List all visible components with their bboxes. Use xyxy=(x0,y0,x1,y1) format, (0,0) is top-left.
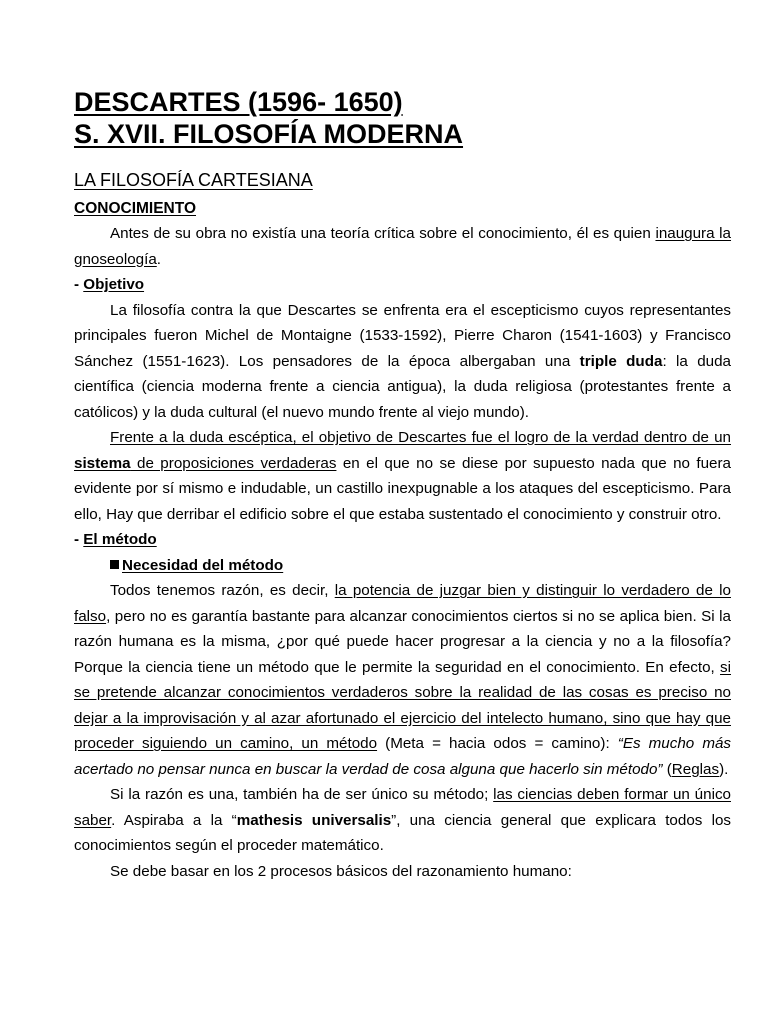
title-line-1: DESCARTES (1596- 1650) xyxy=(74,87,403,117)
necesidad-label: Necesidad del método xyxy=(122,556,284,574)
section-heading: LA FILOSOFÍA CARTESIANA xyxy=(74,170,313,190)
document-title xyxy=(74,86,731,150)
subsection-heading: CONOCIMIENTO xyxy=(74,200,196,217)
metodo-heading xyxy=(74,527,731,553)
paragraph-4-text-b: , pero no es garantía bastante para alcanzar conocimientos ciertos si no se aplica bien. Si la razón humana es la misma, ¿por qué puede hacer progresar a la ciencia y no a la filosofía? Porque la ciencia tiene un método que le permite la seguridad en el conocimiento. En efecto, xyxy=(74,607,731,676)
square-bullet-icon xyxy=(110,560,119,569)
paragraph-5-bold: mathesis universalis xyxy=(236,811,392,829)
paragraph-5-text-a: Si la razón es una, también ha de ser único su método; xyxy=(110,786,494,803)
paragraph-1-underline: inaugura la gnoseología xyxy=(74,225,732,268)
objetivo-heading xyxy=(74,272,731,298)
paragraph-5 xyxy=(74,782,731,859)
title-line-2: S. XVII. FILOSOFÍA MODERNA xyxy=(74,119,464,149)
paragraph-3 xyxy=(74,425,731,527)
paragraph-5-underline: las ciencias deben formar un único saber xyxy=(74,786,731,829)
document-content xyxy=(74,86,731,884)
paragraph-4 xyxy=(74,578,731,782)
paragraph-1-text-a: Antes de su obra no existía una teoría crítica sobre el conocimiento, él es quien xyxy=(110,225,656,242)
paragraph-5-text-b: . Aspiraba a la “ xyxy=(111,811,237,829)
objetivo-label: Objetivo xyxy=(83,276,145,293)
metodo-label: El método xyxy=(83,531,157,548)
paragraph-4-text-c: (Meta = hacia odos = camino): xyxy=(377,735,618,752)
paragraph-3-text-c: en el que no se diese por supuesto nada que no fuera evidente por sí mismo e indudable, un castillo inexpugnable a los ataques del escepticismo. Para ello, Hay que derribar el edificio sobre el que estaba sustentado el conocimiento y construir otro. xyxy=(74,454,732,523)
paragraph-3-underline-1: Frente a la duda escéptica, el objetivo de Descartes fue el logro de la verdad dentro de un xyxy=(110,429,731,446)
paragraph-4-underline-2: si se pretende alcanzar conocimientos verdaderos sobre la realidad de las cosas es preciso no dejar a la improvisación y al azar afortunado el ejercicio del intelecto humano, sino que hay que proceder siguiendo un camino, un método xyxy=(74,658,731,752)
necesidad-heading xyxy=(74,553,731,579)
paragraph-3-underline-2: de proposiciones verdaderas xyxy=(130,454,337,472)
paragraph-5-text-c: ”, una ciencia general que explicara todos los conocimientos según el proceder matemático. xyxy=(74,811,732,854)
paragraph-6-text: Se debe basar en los 2 procesos básicos del razonamiento humano: xyxy=(110,862,572,880)
paragraph-4-quote: “Es mucho más acertado no pensar nunca en buscar la verdad de cosa alguna que hacerlo sin método” xyxy=(74,735,732,778)
paragraph-4-reglas: Reglas xyxy=(671,760,720,778)
paragraph-1 xyxy=(74,221,731,272)
paragraph-2 xyxy=(74,298,731,426)
paragraph-4-text-d: ( xyxy=(662,760,672,778)
paragraph-1-text-b: . xyxy=(156,250,161,268)
paragraph-4-text-e: ). xyxy=(719,760,729,778)
paragraph-2-bold: triple duda xyxy=(579,352,663,370)
paragraph-4-text-a: Todos tenemos razón, es decir, xyxy=(110,582,335,599)
paragraph-4-underline-1: la potencia de juzgar bien y distinguir lo verdadero de lo falso xyxy=(74,582,731,625)
paragraph-3-bold: sistema xyxy=(74,454,131,472)
metodo-dash: - xyxy=(74,531,84,548)
paragraph-2-text-c: : la duda científica (ciencia moderna frente a ciencia antigua), la duda religiosa (protestantes frente a católicos) y la duda cultural (el nuevo mundo frente al viejo mundo). xyxy=(74,352,731,421)
objetivo-dash: - xyxy=(74,276,84,293)
paragraph-2-text-a: La filosofía contra la que Descartes se enfrenta era el escepticismo cuyos representantes principales fueron Michel de Montaigne (1533-1592), Pierre Charon (1541-1603) y Francisco Sánchez (1551-1623). Los pensadores de la época albergaban una xyxy=(74,301,731,370)
paragraph-6 xyxy=(74,859,731,885)
